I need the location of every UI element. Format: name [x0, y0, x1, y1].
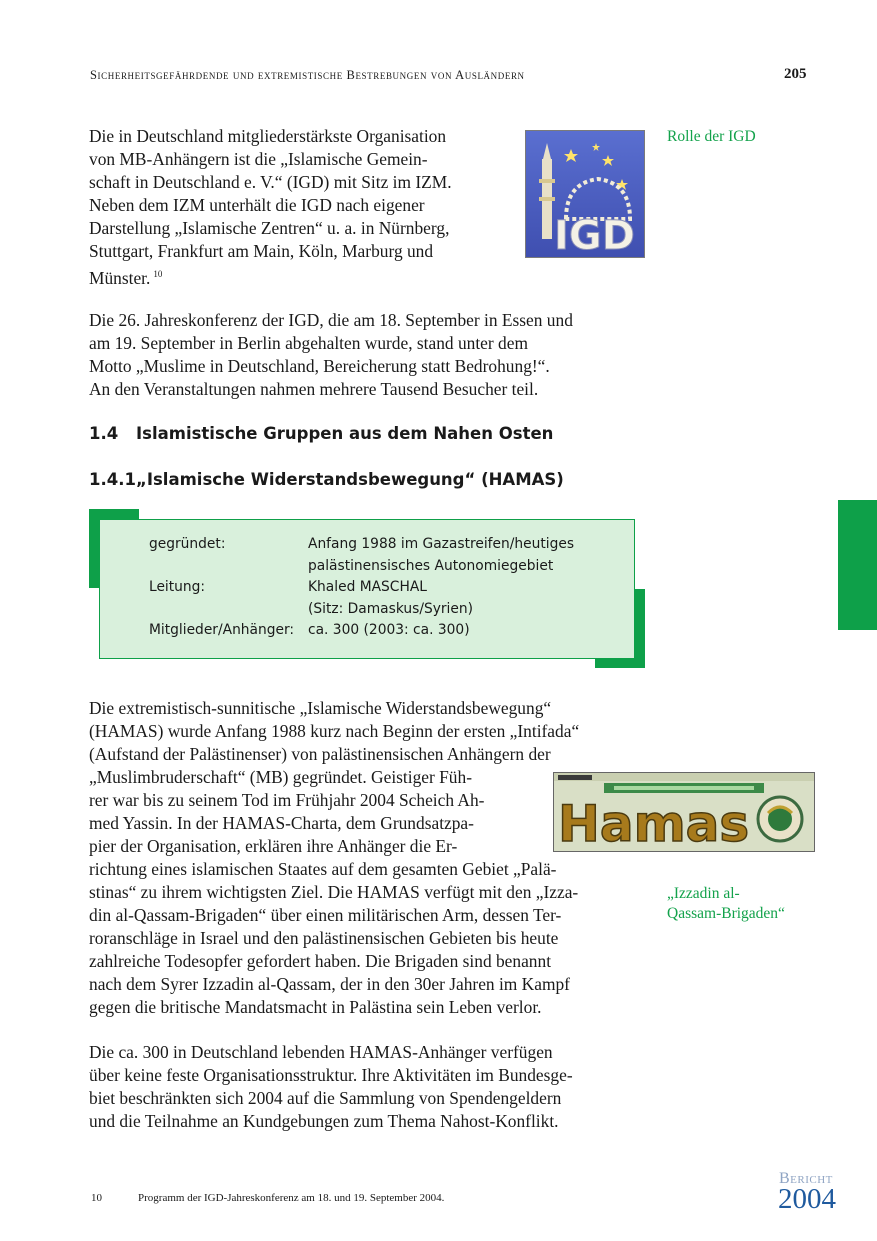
margin-note-line: Qassam-Brigaden“ [667, 905, 785, 922]
hamas-banner-image [553, 772, 815, 852]
heading-number: 1.4 [89, 424, 119, 443]
footnote-number: 10 [91, 1192, 102, 1204]
chapter-tab-marker [838, 500, 877, 630]
text-line: Die extremistisch-sunnitische „Islamische Widerstandsbewegung“ [89, 698, 552, 718]
text-line: Motto „Muslime in Deutschland, Bereicherung statt Bedrohung!“. [89, 356, 550, 376]
svg-text:IGD: IGD [554, 213, 635, 257]
fact-value-leadership: Khaled MASCHAL [308, 579, 427, 595]
margin-note-igd-role: Rolle der IGD [667, 128, 756, 145]
hamas-fact-box [99, 519, 635, 659]
text-line: pier der Organisation, erklären ihre Anhänger die Er- [89, 836, 458, 856]
fact-label-members: Mitglieder/Anhänger: [149, 622, 295, 638]
text-line: gegen die britische Mandatsmacht in Palästina sein Leben verlor. [89, 997, 542, 1017]
text-line: roranschläge in Israel und den palästinensischen Gebieten bis heute [89, 928, 559, 948]
text-line: (Aufstand der Palästinenser) von palästinensischen Anhängern der [89, 744, 551, 764]
igd-logo-graphic [526, 131, 644, 257]
text-line: An den Veranstaltungen nahmen mehrere Tausend Besucher teil. [89, 379, 539, 399]
text-line: schaft in Deutschland e. V.“ (IGD) mit Sitz im IZM. [89, 172, 452, 192]
heading-title: „Islamische Widerstandsbewegung“ (HAMAS) [136, 470, 564, 489]
fact-label-leadership: Leitung: [149, 579, 206, 595]
hamas-banner-graphic [554, 773, 814, 851]
text-line: Die ca. 300 in Deutschland lebenden HAMAS-Anhänger verfügen [89, 1042, 553, 1062]
supporters-paragraph [89, 1041, 649, 1133]
text-line [89, 263, 509, 290]
text-line: „Muslimbruderschaft“ (MB) gegründet. Geistiger Füh- [89, 767, 472, 787]
heading-number: 1.4.1 [89, 470, 136, 489]
text-line: Stuttgart, Frankfurt am Main, Köln, Marburg und [89, 241, 434, 261]
text-line: über keine feste Organisationsstruktur. Ihre Aktivitäten im Bundesge- [89, 1065, 573, 1085]
hamas-wordmark: Hamas [558, 795, 750, 851]
section-heading-1-4-1 [89, 470, 564, 489]
text-line-content: Münster. [89, 267, 151, 288]
igd-paragraph [89, 125, 509, 290]
text-line: Die in Deutschland mitgliederstärkste Organisation [89, 126, 447, 146]
text-line: zahlreiche Todesopfer gefordert haben. Die Brigaden sind benannt [89, 951, 552, 971]
fact-value-members: ca. 300 (2003: ca. 300) [308, 622, 470, 638]
text-line: Darstellung „Islamische Zentren“ u. a. in Nürnberg, [89, 218, 450, 238]
text-line: rer war bis zu seinem Tod im Frühjahr 2004 Scheich Ah- [89, 790, 485, 810]
footnote-reference: 10 [153, 269, 163, 279]
text-line: din al-Qassam-Brigaden“ über einen militärischen Arm, dessen Ter- [89, 905, 562, 925]
text-line: stinas“ zu ihrem wichtigsten Ziel. Die HAMAS verfügt mit den „Izza- [89, 882, 579, 902]
fact-label-founded: gegründet: [149, 536, 226, 552]
conference-paragraph [89, 309, 649, 401]
fact-value-founded: Anfang 1988 im Gazastreifen/heutiges [308, 536, 575, 552]
igd-logo-image [525, 130, 645, 258]
text-line: nach dem Syrer Izzadin al-Qassam, der in den 30er Jahren im Kampf [89, 974, 570, 994]
text-line: und die Teilnahme an Kundgebungen zum Thema Nahost-Konflikt. [89, 1111, 559, 1131]
text-line: richtung eines islamischen Staates auf dem gesamten Gebiet „Palä- [89, 859, 557, 879]
fact-value-leadership-cont: (Sitz: Damaskus/Syrien) [308, 600, 474, 617]
text-line: (HAMAS) wurde Anfang 1988 kurz nach Beginn der ersten „Intifada“ [89, 721, 580, 741]
margin-note-izzadin [667, 884, 785, 924]
text-line: Die 26. Jahreskonferenz der IGD, die am 18. September in Essen und [89, 310, 573, 330]
text-line: Neben dem IZM unterhält die IGD nach eigener [89, 195, 425, 215]
section-heading-1-4 [89, 424, 553, 443]
text-line: med Yassin. In der HAMAS-Charta, dem Grundsatzpa- [89, 813, 474, 833]
margin-note-line: „Izzadin al- [667, 885, 740, 902]
running-header: Sicherheitsgefährdende und extremistische Bestrebungen von Ausländern [90, 68, 525, 82]
report-year: 2004 [778, 1183, 836, 1215]
text-line: am 19. September in Berlin abgehalten wurde, stand unter dem [89, 333, 528, 353]
report-label: Bericht [779, 1170, 833, 1187]
heading-title: Islamistische Gruppen aus dem Nahen Osten [136, 424, 554, 443]
footnote-text: Programm der IGD-Jahreskonferenz am 18. und 19. September 2004. [138, 1192, 445, 1204]
text-line: von MB-Anhängern ist die „Islamische Gemein- [89, 149, 428, 169]
hamas-paragraph [89, 697, 649, 1019]
fact-value-founded-cont: palästinensisches Autonomiegebiet [308, 557, 554, 574]
text-line: biet beschränkten sich 2004 auf die Sammlung von Spendengeldern [89, 1088, 562, 1108]
page-number: 205 [784, 66, 807, 82]
